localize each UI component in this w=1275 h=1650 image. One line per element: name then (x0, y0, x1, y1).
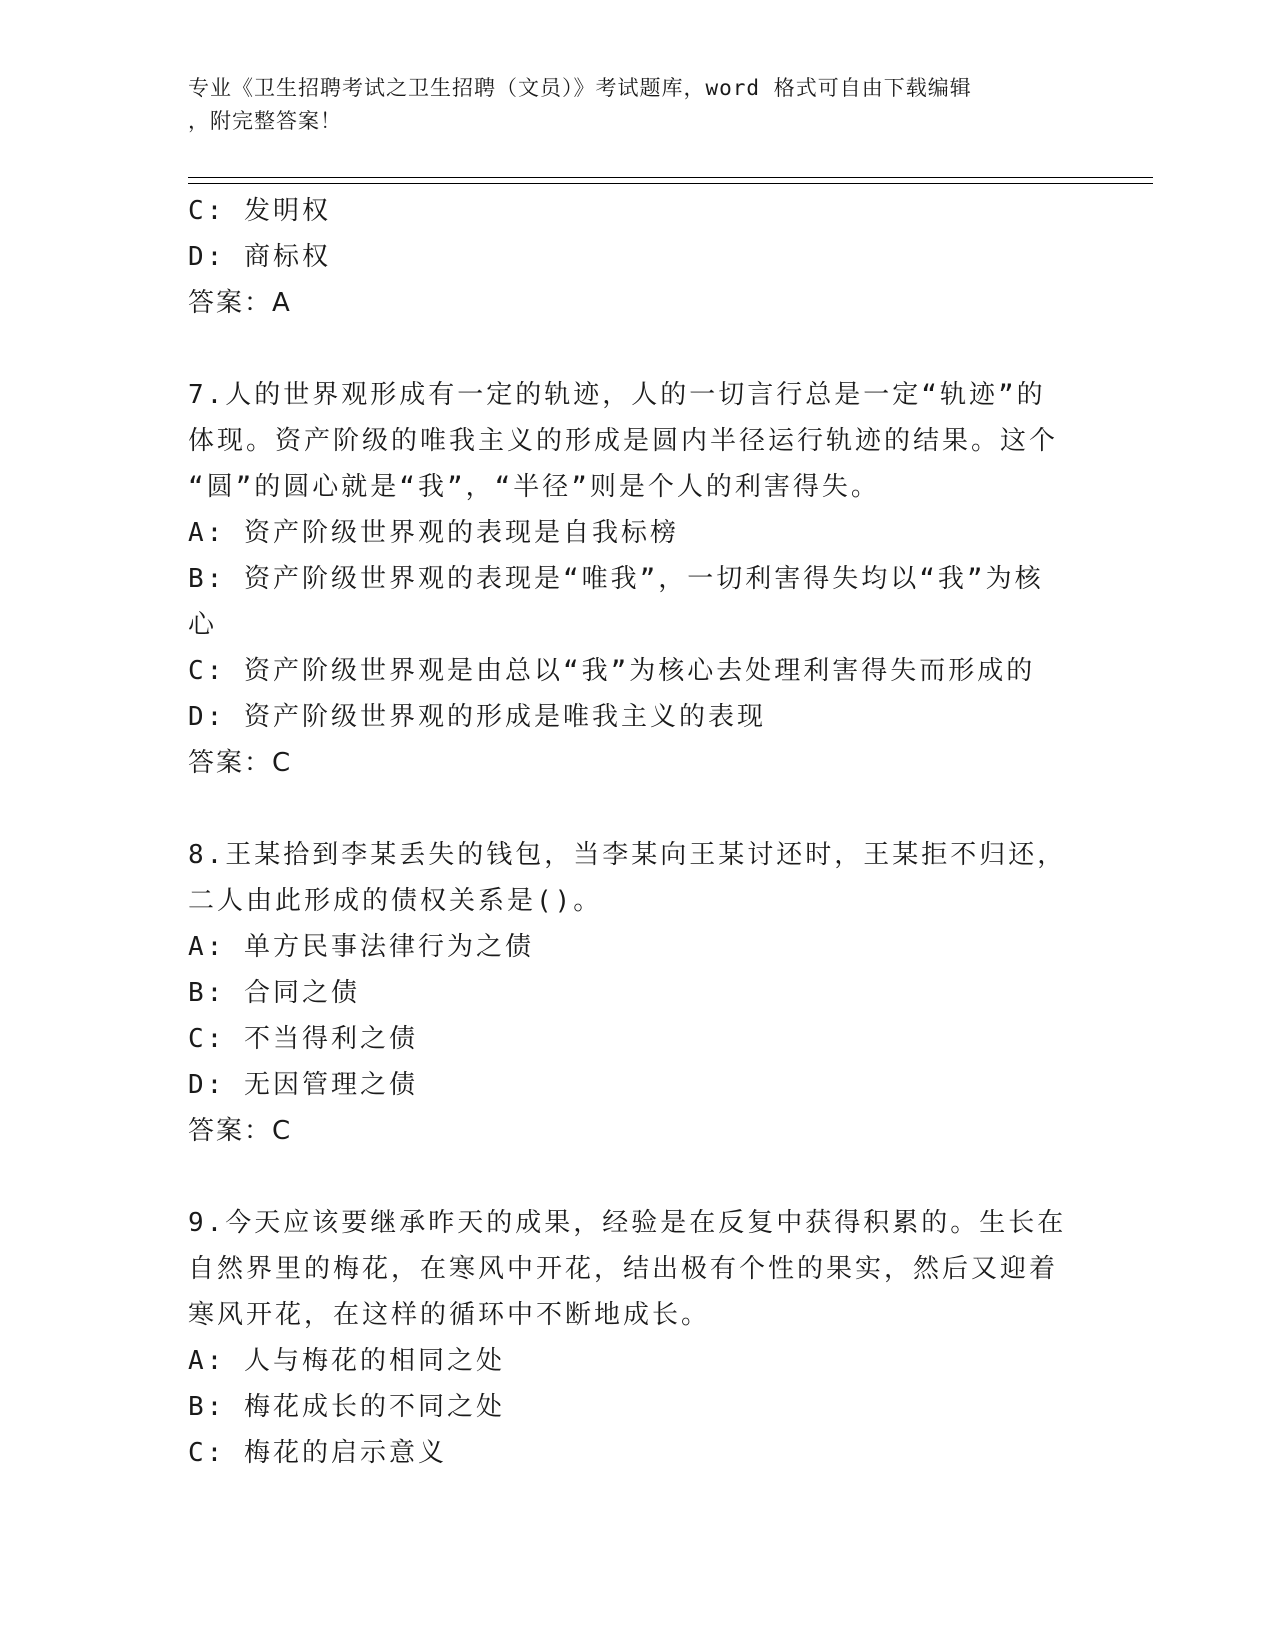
option-a: A: 资产阶级世界观的表现是自我标榜 (188, 518, 679, 548)
option-b-continued: 心 (188, 610, 218, 640)
question-9 (188, 1200, 1088, 1476)
question-stem-line: 自然界里的梅花，在寒风中开花，结出极有个性的果实，然后又迎着 (188, 1254, 1059, 1284)
question-stem-line: 9.今天应该要继承昨天的成果，经验是在反复中获得积累的。生长在 (188, 1208, 1067, 1238)
spacer (188, 1154, 1088, 1200)
option-c: C: 梅花的启示意义 (188, 1438, 447, 1468)
spacer (188, 786, 1088, 832)
header-rule-bottom (188, 183, 1153, 184)
option-d: D: 商标权 (188, 242, 331, 272)
answer-line: 答案：A (188, 288, 292, 318)
answer-line: 答案：C (188, 1116, 293, 1146)
question-stem-line: 7.人的世界观形成有一定的轨迹，人的一切言行总是一定“轨迹”的 (188, 380, 1046, 410)
header-line-2: ，附完整答案！ (188, 109, 342, 133)
option-c: C: 资产阶级世界观是由总以“我”为核心去处理利害得失而形成的 (188, 656, 1036, 686)
option-a: A: 人与梅花的相同之处 (188, 1346, 505, 1376)
option-b: B: 合同之债 (188, 978, 360, 1008)
question-stem-line: 8.王某拾到李某丢失的钱包，当李某向王某讨还时，王某拒不归还， (188, 840, 1067, 870)
question-stem-line: 二人由此形成的债权关系是()。 (188, 886, 603, 916)
header-rule-top (188, 177, 1153, 178)
option-c: C: 不当得利之债 (188, 1024, 418, 1054)
previous-question-tail (188, 188, 1088, 326)
option-c: C: 发明权 (188, 196, 331, 226)
option-b: B: 梅花成长的不同之处 (188, 1392, 505, 1422)
question-8 (188, 832, 1088, 1154)
question-stem-line: “圆”的圆心就是“我”，“半径”则是个人的利害得失。 (188, 472, 880, 502)
answer-line: 答案：C (188, 748, 293, 778)
option-a: A: 单方民事法律行为之债 (188, 932, 534, 962)
option-d: D: 无因管理之债 (188, 1070, 418, 1100)
header-line-1: 专业《卫生招聘考试之卫生招聘（文员）》考试题库，word 格式可自由下载编辑 (188, 76, 972, 100)
question-stem-line: 寒风开花，在这样的循环中不断地成长。 (188, 1300, 711, 1330)
question-stem-line: 体现。资产阶级的唯我主义的形成是圆内半径运行轨迹的结果。这个 (188, 426, 1059, 456)
spacer (188, 326, 1088, 372)
document-body (188, 188, 1088, 1476)
option-b: B: 资产阶级世界观的表现是“唯我”，一切利害得失均以“我”为核 (188, 564, 1044, 594)
option-d: D: 资产阶级世界观的形成是唯我主义的表现 (188, 702, 766, 732)
question-7 (188, 372, 1088, 786)
document-header (188, 72, 1068, 138)
